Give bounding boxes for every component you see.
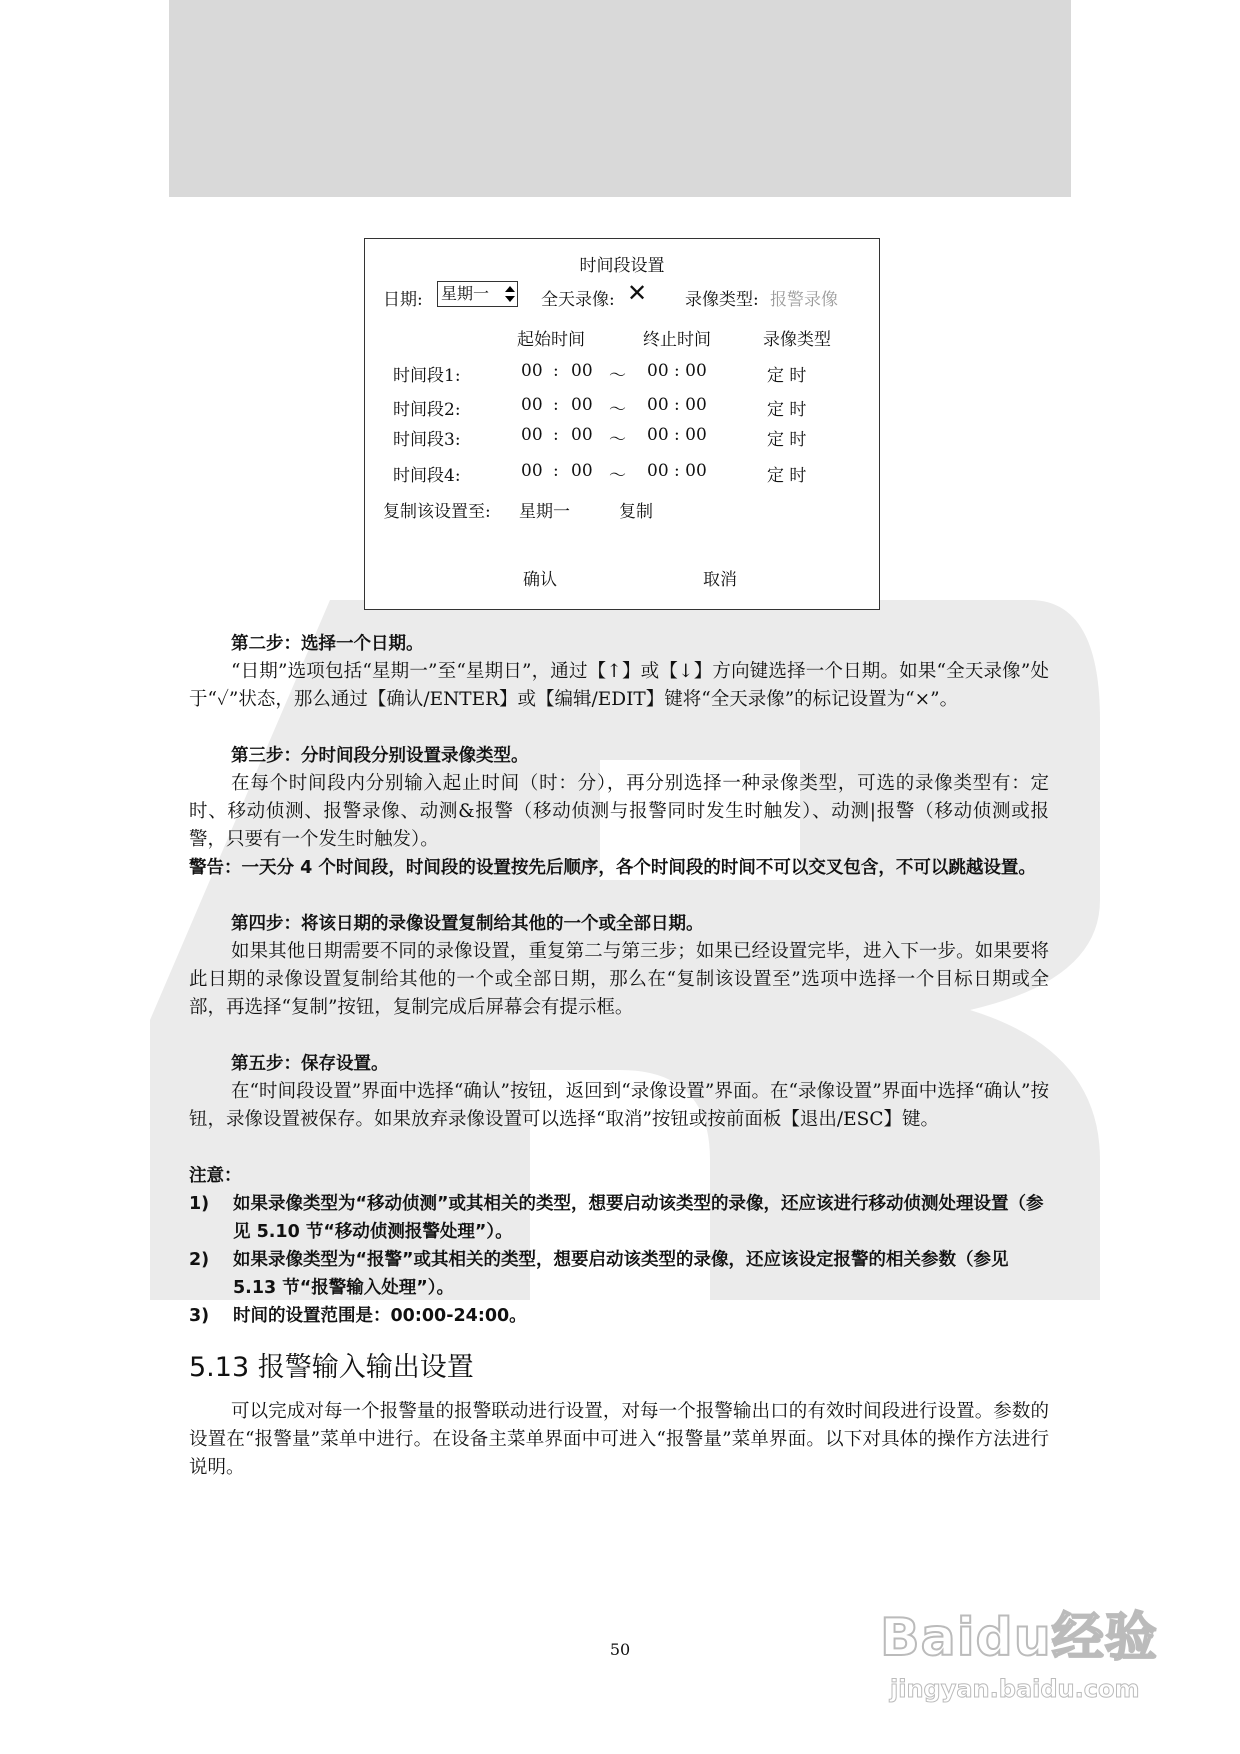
step3-title: 第三步：分时间段分别设置录像类型。 [231,746,529,766]
start-minute-field[interactable]: 00 [571,361,593,381]
date-select-value: 星期一 [441,284,490,303]
copy-target-select[interactable]: 星期一 [519,502,570,522]
note-number: 2) [189,1250,210,1270]
start-hour-field[interactable]: 00 [521,425,543,445]
note-item [189,1246,1049,1302]
col-header-start: 起始时间 [517,330,585,350]
start-minute-field[interactable]: 00 [571,395,593,415]
section-heading: 5.13 报警输入输出设置 [189,1352,474,1383]
copy-to-label: 复制该设置至: [383,502,491,522]
start-minute-field[interactable]: 00 [571,425,593,445]
confirm-button[interactable]: 确认 [523,570,557,590]
period-label: 时间段2: [393,400,461,420]
step4-title: 第四步：将该日期的录像设置复制给其他的一个或全部日期。 [231,914,704,934]
page-header [169,0,1071,197]
copy-button[interactable]: 复制 [619,502,653,522]
step2-title: 第二步：选择一个日期。 [231,634,424,654]
end-time-field[interactable]: 00 : 00 [647,425,707,445]
date-select[interactable] [437,281,518,307]
baidu-jingyan-watermark [880,1595,1180,1735]
cancel-button[interactable]: 取消 [703,570,737,590]
period-label: 时间段3: [393,430,461,450]
step5-title: 第五步：保存设置。 [231,1054,389,1074]
note-number: 1) [189,1194,210,1214]
record-type-label: 录像类型: [685,290,759,310]
note-item [189,1302,1049,1330]
time-colon: : [553,461,559,481]
allday-checkbox[interactable]: ✕ [627,279,648,307]
note-title: 注意： [189,1166,242,1186]
time-colon: : [553,361,559,381]
period-type-field[interactable]: 定 时 [767,430,807,450]
dialog-title: 时间段设置 [579,256,665,276]
start-hour-field[interactable]: 00 [521,395,543,415]
range-tilde: ～ [609,400,626,420]
updown-arrow-icon [505,286,515,302]
page-number: 50 [609,1640,631,1659]
range-tilde: ～ [609,366,626,386]
warning-text: 警告：一天分 4 个时间段，时间段的设置按先后顺序，各个时间段的时间不可以交叉包含，不可以跳越设置。 [189,858,1036,878]
baidu-url: jingyan.baidu.com [890,1675,1140,1703]
col-header-type: 录像类型 [763,330,831,350]
baidu-brand: Baidu经验 [880,1608,1158,1668]
period-type-field[interactable]: 定 时 [767,400,807,420]
step2-body: “日期”选项包括“星期一”至“星期日”，通过【↑】或【↓】方向键选择一个日期。如果“全天录像”处于“✓”状态，那么通过【确认/ENTER】或【编辑/EDIT】键将“全天录像”的标记设置为“×”。 [189,661,1049,710]
col-header-end: 终止时间 [643,330,711,350]
period-type-field[interactable]: 定 时 [767,366,807,386]
period-type-field[interactable]: 定 时 [767,466,807,486]
end-time-field[interactable]: 00 : 00 [647,395,707,415]
time-colon: : [553,425,559,445]
note-text: 如果录像类型为“报警”或其相关的类型，想要启动该类型的录像，还应该设定报警的相关参数（参见 5.13 节“报警输入处理”）。 [233,1250,1009,1298]
date-label: 日期: [383,290,423,310]
start-hour-field[interactable]: 00 [521,461,543,481]
period-label: 时间段1: [393,366,461,386]
step4-body: 如果其他日期需要不同的录像设置，重复第二与第三步；如果已经设置完毕，进入下一步。如果要将此日期的录像设置复制给其他的一个或全部日期，那么在“复制该设置至”选项中选择一个目标日期或全部，再选择“复制”按钮，复制完成后屏幕会有提示框。 [189,941,1049,1018]
end-time-field[interactable]: 00 : 00 [647,361,707,381]
step3-body: 在每个时间段内分别输入起止时间（时：分），再分别选择一种录像类型，可选的录像类型有：定时、移动侦测、报警录像、动测&报警（移动侦测与报警同时发生时触发）、动测|报警（移动侦测或报警，只要有一个发生时触发）。 [189,773,1049,850]
note-text: 时间的设置范围是：00:00-24:00。 [233,1306,527,1326]
note-number: 3) [189,1306,210,1326]
period-label: 时间段4: [393,466,461,486]
end-time-field[interactable]: 00 : 00 [647,461,707,481]
section-body: 可以完成对每一个报警量的报警联动进行设置，对每一个报警输出口的有效时间段进行设置。参数的设置在“报警量”菜单中进行。在设备主菜单界面中可进入“报警量”菜单界面。以下对具体的操作方法进行说明。 [189,1401,1049,1478]
record-type-value[interactable]: 报警录像 [770,290,838,310]
page-content [189,630,1049,1482]
allday-label: 全天录像: [541,290,615,310]
note-text: 如果录像类型为“移动侦测”或其相关的类型，想要启动该类型的录像，还应该进行移动侦测处理设置（参见 5.10 节“移动侦测报警处理”）。 [233,1194,1044,1242]
step5-body: 在“时间段设置”界面中选择“确认”按钮，返回到“录像设置”界面。在“录像设置”界面中选择“确认”按钮，录像设置被保存。如果放弃录像设置可以选择“取消”按钮或按前面板【退出/ESC】键。 [189,1081,1049,1130]
range-tilde: ～ [609,430,626,450]
start-hour-field[interactable]: 00 [521,361,543,381]
start-minute-field[interactable]: 00 [571,461,593,481]
time-period-settings-dialog [364,238,880,610]
range-tilde: ～ [609,466,626,486]
note-item [189,1190,1049,1246]
time-colon: : [553,395,559,415]
